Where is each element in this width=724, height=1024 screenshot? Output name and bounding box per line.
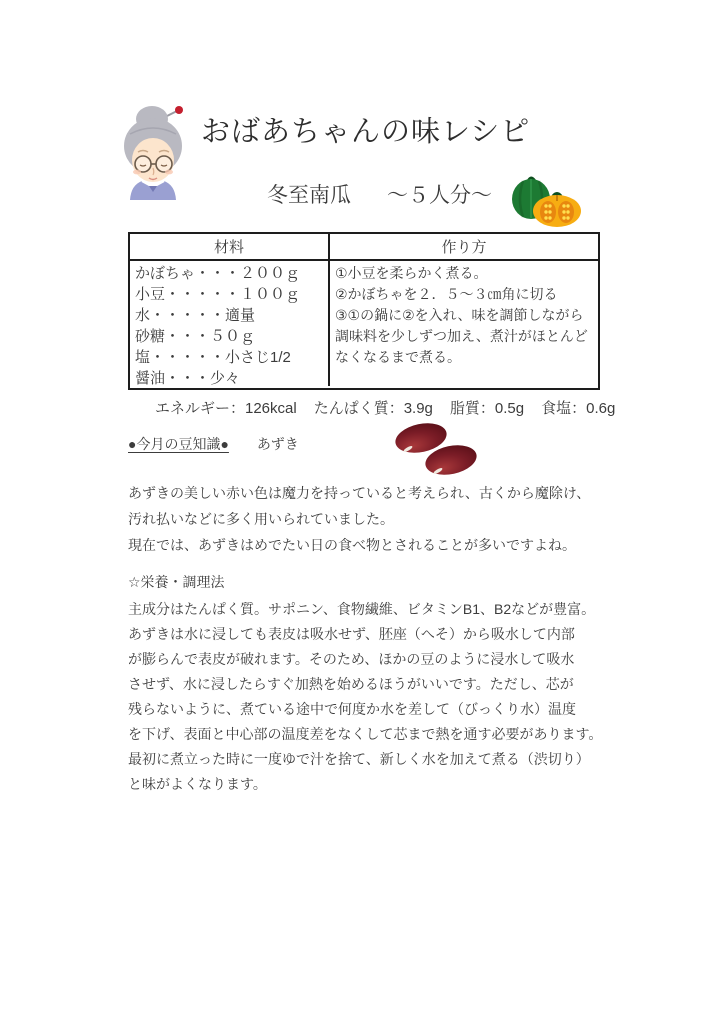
trivia-section-heading bbox=[128, 434, 299, 454]
recipe-table bbox=[128, 232, 600, 390]
text-line: を下げ、表面と中心部の温度差をなくして芯まで熱を通す必要があります。 bbox=[128, 726, 603, 742]
azuki-beans-illustration bbox=[394, 420, 478, 476]
nutrition-item: 脂質：0.5g bbox=[449, 400, 525, 417]
text-line: と味がよくなります。 bbox=[128, 776, 267, 792]
grandma-icon bbox=[116, 102, 194, 200]
nutrition-info bbox=[155, 397, 615, 418]
ingredient-line: 水・・・・・適量 bbox=[135, 307, 256, 324]
pumpkin-icon bbox=[505, 171, 583, 229]
instruction-step: ②かぼちゃを２．５～３㎝角に切る bbox=[335, 286, 558, 302]
trivia-topic-label: あずき bbox=[256, 436, 299, 452]
text-line: 最初に煮立った時に一度ゆで汁を捨て、新しく水を加えて煮る（渋切り） bbox=[128, 751, 590, 767]
nutrition-item: 食塩：0.6g bbox=[541, 400, 616, 417]
servings-label: ～５人分～ bbox=[387, 184, 492, 207]
text-line: させず、水に浸したらすぐ加熱を始めるほうがいいです。ただし、芯が bbox=[128, 676, 574, 692]
text-line: が膨らんで表皮が破れます。そのため、ほかの豆のように浸水して吸水 bbox=[128, 651, 575, 667]
trivia-paragraph bbox=[128, 480, 590, 558]
azuki-beans-icon bbox=[394, 420, 478, 476]
ingredient-line: かぼちゃ・・・２００ｇ bbox=[135, 265, 301, 282]
ingredient-line: 塩・・・・・小さじ1/2 bbox=[135, 349, 291, 366]
trivia-heading-label: ●今月の豆知識● bbox=[128, 436, 229, 452]
ingredient-line: 小豆・・・・・１００ｇ bbox=[135, 286, 301, 303]
dish-name: 冬至南瓜 bbox=[267, 184, 351, 207]
recipe-table-body bbox=[130, 261, 598, 386]
kabocha-pumpkin-illustration bbox=[505, 171, 583, 229]
ingredients-header: 材料 bbox=[130, 234, 330, 259]
text-line: あずきは水に浸しても表皮は吸水せず、胚座（へそ）から吸水して内部 bbox=[128, 626, 575, 642]
ingredient-line: 砂糖・・・５０ｇ bbox=[135, 328, 256, 345]
nutrition-item: エネルギー：126kcal bbox=[155, 400, 297, 417]
instructions-header: 作り方 bbox=[441, 239, 487, 256]
ingredient-line: 醤油・・・少々 bbox=[135, 370, 241, 387]
method-heading: ☆栄養・調理法 bbox=[128, 574, 225, 590]
ingredients-cell bbox=[130, 261, 330, 386]
nutrition-item: たんぱく質：3.9g bbox=[313, 400, 433, 417]
text-line: 現在では、あずきはめでたい日の食べ物とされることが多いですよね。 bbox=[128, 537, 576, 553]
recipe-table-header bbox=[130, 234, 598, 261]
grandma-illustration bbox=[116, 102, 194, 200]
text-line: 主成分はたんぱく質。サポニン、食物繊維、ビタミンB1、B2などが豊富。 bbox=[128, 601, 596, 617]
page-title: おばあちゃんの味レシピ bbox=[201, 116, 531, 148]
text-line: 汚れ払いなどに多く用いられていました。 bbox=[128, 511, 394, 527]
instruction-step: ①小豆を柔らかく煮る。 bbox=[335, 265, 488, 281]
instructions-cell bbox=[330, 261, 598, 386]
method-paragraph bbox=[128, 597, 602, 797]
instruction-step: ③①の鍋に②を入れ、味を調節しながら調味料を少しずつ加え、煮汁がほとんどなくなるまで煮る。 bbox=[335, 307, 588, 365]
text-line: あずきの美しい赤い色は魔力を持っていると考えられ、古くから魔除け、 bbox=[128, 485, 591, 501]
text-line: 残らないように、煮ている途中で何度か水を差して（びっくり水）温度 bbox=[128, 701, 576, 717]
